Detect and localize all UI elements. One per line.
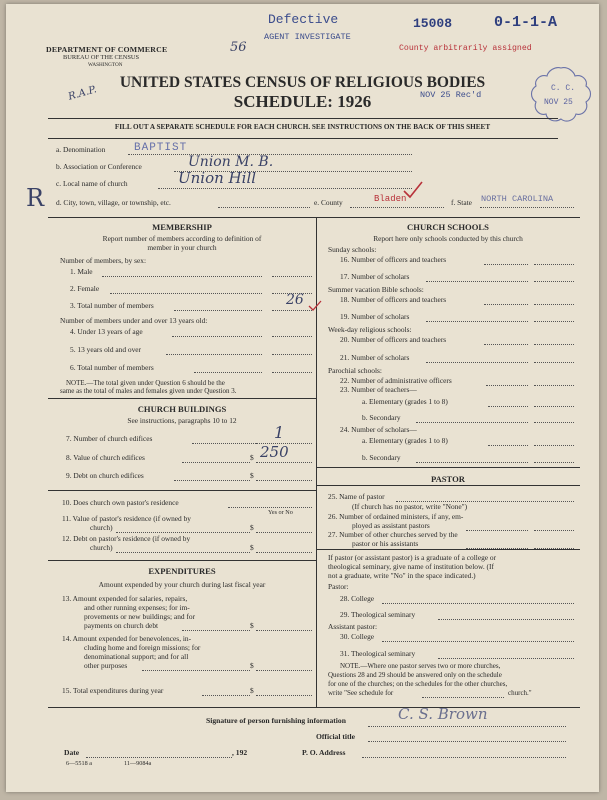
pastor-subheading: Pastor:: [328, 582, 349, 591]
form-title: UNITED STATES CENSUS OF RELIGIOUS BODIES: [119, 74, 486, 91]
handwritten-number: 56: [230, 40, 247, 55]
female-label: 2. Female: [70, 284, 100, 293]
pastor-note-line2: Questions 28 and 29 should be answered only on the schedule: [328, 671, 502, 679]
agent-investigate-stamp: AGENT INVESTIGATE: [264, 32, 351, 42]
under-13-label: 4. Under 13 years of age: [70, 327, 143, 336]
form-subtitle: SCHEDULE: 1926: [233, 92, 372, 111]
weekday-schools-label: Week-day religious schools:: [328, 325, 412, 334]
rap-initials: R.A.P.: [67, 84, 98, 103]
running-expenses-label-line2: and other running expenses; for im-: [84, 603, 190, 612]
local-name-label: c. Local name of church: [56, 179, 128, 188]
local-name-value: Union Hill: [178, 169, 257, 187]
official-title-label: Official title: [316, 732, 356, 741]
running-expenses-label-line3: provements or new buildings; and for: [84, 612, 196, 621]
benevolences-label-line2: cluding home and foreign missions; for: [84, 643, 201, 652]
denomination-value: BAPTIST: [134, 142, 188, 154]
church-edifices-value: 250: [260, 443, 289, 461]
pastor-note-line5: church.": [508, 689, 532, 697]
city-town-label: d. City, town, village, or township, etc.: [56, 198, 171, 207]
expenditures-intro: Amount expended by your church during last fiscal year: [98, 580, 266, 589]
membership-note-line1: NOTE.—The total given under Question 6 should be the: [66, 379, 225, 387]
sunday-schools-label: Sunday schools:: [328, 245, 377, 254]
benevolences-label-line1: 14. Amount expended for benevolences, in-: [62, 634, 192, 643]
over-13-label: 5. 13 years old and over: [70, 345, 142, 354]
association-value: Union M. B.: [188, 154, 274, 170]
total-members-value: 26: [286, 292, 304, 308]
county-value: Bladen: [374, 194, 407, 204]
state-label: f. State: [451, 198, 472, 207]
classification-code: 0-1-1-A: [494, 14, 558, 31]
residence-value-dollar: $: [250, 523, 254, 532]
pastor-name-label: 25. Name of pastor: [328, 492, 385, 501]
expenditures-heading: EXPENDITURES: [148, 566, 216, 576]
members-under-over-label: Number of members under and over 13 years old:: [60, 316, 208, 325]
assistant-college-label: 30. College: [340, 632, 375, 641]
received-date-stamp: NOV 25 Rec'd: [420, 90, 482, 100]
benevolences-label-line3: denominational support; and for all: [84, 652, 189, 661]
county-note-stamp: County arbitrarily assigned: [399, 44, 532, 53]
graduate-instruction-line3: not a graduate, write "No" in the space indicated.): [328, 571, 476, 580]
yes-no-hint: Yes or No: [268, 509, 293, 516]
ordained-ministers-label-line1: 26. Number of ordained ministers, if any, em-: [328, 512, 464, 521]
pastor-none-instruction: (If church has no pastor, write "None"): [352, 502, 468, 511]
assistant-pastor-subheading: Assistant pastor:: [328, 622, 378, 631]
pastor-heading: PASTOR: [430, 474, 466, 484]
residence-value-label-line2: church): [90, 523, 113, 532]
benevolences-dollar: $: [250, 661, 254, 670]
assistant-seminary-label: 31. Theological seminary: [340, 649, 416, 658]
members-by-sex-label: Number of members, by sex:: [60, 256, 146, 265]
ordained-ministers-label-line2: ployed as assistant pastors: [352, 521, 430, 530]
church-edifices-value-label: 8. Value of church edifices: [66, 453, 145, 462]
county-label: e. County: [314, 198, 343, 207]
teachers-elementary-label: a. Elementary (grades 1 to 8): [362, 397, 448, 406]
pastor-note-line3: for one of the churches; on the schedules for the other churches,: [328, 680, 508, 688]
total-expenditures-label: 15. Total expenditures during year: [62, 686, 164, 695]
total-members-label: 3. Total number of members: [70, 301, 154, 310]
scholars-label: 24. Number of scholars—: [340, 425, 417, 434]
church-edifices-count-value: 1: [274, 423, 285, 442]
pastor-note-line1: NOTE.—Where one pastor serves two or more churches,: [340, 662, 501, 670]
cc-circle-top-text: C. C.: [551, 84, 576, 93]
other-churches-label-line1: 27. Number of other churches served by the: [328, 530, 458, 539]
membership-intro-line2: member in your church: [147, 243, 217, 252]
year-label: , 192: [232, 748, 248, 757]
running-expenses-label-line4: payments on church debt: [84, 621, 159, 630]
defective-stamp: Defective: [268, 12, 339, 27]
date-label: Date: [64, 748, 80, 757]
association-label: b. Association or Conference: [56, 162, 142, 171]
department-name: DEPARTMENT OF COMMERCE: [46, 45, 168, 54]
benevolences-label-line4: other purposes: [84, 661, 128, 670]
print-number: 11—9084a: [124, 760, 152, 767]
total-expenditures-dollar: $: [250, 686, 254, 695]
running-expenses-dollar: $: [250, 621, 254, 630]
sunday-officers-label: 16. Number of officers and teachers: [340, 255, 447, 264]
other-churches-label-line2: pastor or his assistants: [352, 539, 419, 548]
signature-label: Signature of person furnishing information: [206, 716, 346, 725]
red-r-mark: R: [26, 184, 45, 212]
graduate-instruction-line2: theological seminary, give name of institution below. (If: [328, 562, 494, 571]
membership-note-line2: same as the total of males and females given under Question 3.: [60, 387, 237, 395]
red-tick-mark: [308, 300, 322, 312]
residence-debt-label-line1: 12. Debt on pastor's residence (if owned by: [62, 534, 191, 543]
owns-residence-label: 10. Does church own pastor's residence: [62, 498, 179, 507]
summer-schools-label: Summer vacation Bible schools:: [328, 285, 424, 294]
parochial-schools-label: Parochial schools:: [328, 366, 382, 375]
buildings-instructions: See instructions, paragraphs 10 to 12: [127, 416, 237, 425]
form-number: 6—5518 a: [66, 760, 92, 767]
po-address-label: P. O. Address: [302, 748, 346, 757]
red-check-mark: [402, 180, 424, 200]
washington-label: WASHINGTON: [88, 62, 123, 68]
teachers-secondary-label: b. Secondary: [362, 413, 401, 422]
residence-debt-dollar: $: [250, 543, 254, 552]
male-label: 1. Male: [70, 267, 93, 276]
buildings-heading: CHURCH BUILDINGS: [137, 404, 227, 414]
sunday-scholars-label: 17. Number of scholars: [340, 272, 410, 281]
teachers-label: 23. Number of teachers—: [340, 385, 417, 394]
weekday-officers-label: 20. Number of officers and teachers: [340, 335, 447, 344]
pastor-college-label: 28. College: [340, 594, 375, 603]
church-edifices-count-label: 7. Number of church edifices: [66, 434, 153, 443]
edifice-debt-label: 9. Debt on church edifices: [66, 471, 144, 480]
residence-debt-label-line2: church): [90, 543, 113, 552]
summer-officers-label: 18. Number of officers and teachers: [340, 295, 447, 304]
pastor-seminary-label: 29. Theological seminary: [340, 610, 416, 619]
residence-value-label-line1: 11. Value of pastor's residence (if owned by: [62, 514, 191, 523]
pastor-note-line4: write "See schedule for: [328, 689, 394, 697]
scholars-elementary-label: a. Elementary (grades 1 to 8): [362, 436, 448, 445]
bureau-name: BUREAU OF THE CENSUS: [63, 54, 140, 61]
census-schedule-sheet: [6, 4, 599, 792]
denomination-label: a. Denomination: [56, 145, 106, 154]
summer-scholars-label: 19. Number of scholars: [340, 312, 410, 321]
state-value: NORTH CAROLINA: [481, 194, 554, 204]
signature-value: C. S. Brown: [398, 705, 488, 723]
edifice-value-dollar: $: [250, 453, 254, 462]
cc-circle-date: NOV 25: [544, 98, 573, 107]
edifice-debt-dollar: $: [250, 471, 254, 480]
weekday-scholars-label: 21. Number of scholars: [340, 353, 410, 362]
schools-heading: CHURCH SCHOOLS: [407, 222, 489, 232]
graduate-instruction-line1: If pastor (or assistant pastor) is a graduate of a college or: [328, 553, 497, 562]
schedule-number: 15008: [413, 16, 453, 31]
membership-heading: MEMBERSHIP: [152, 222, 212, 232]
scholars-secondary-label: b. Secondary: [362, 453, 401, 462]
running-expenses-label-line1: 13. Amount expended for salaries, repairs,: [62, 594, 188, 603]
separate-schedule-instruction: FILL OUT A SEPARATE SCHEDULE FOR EACH CHURCH. SEE INSTRUCTIONS ON THE BACK OF THIS SHEET: [114, 123, 491, 131]
schools-intro: Report here only schools conducted by this church: [373, 234, 523, 243]
admin-officers-label: 22. Number of administrative officers: [340, 376, 452, 385]
membership-intro-line1: Report number of members according to definition of: [102, 234, 262, 243]
total-members-age-label: 6. Total number of members: [70, 363, 154, 372]
